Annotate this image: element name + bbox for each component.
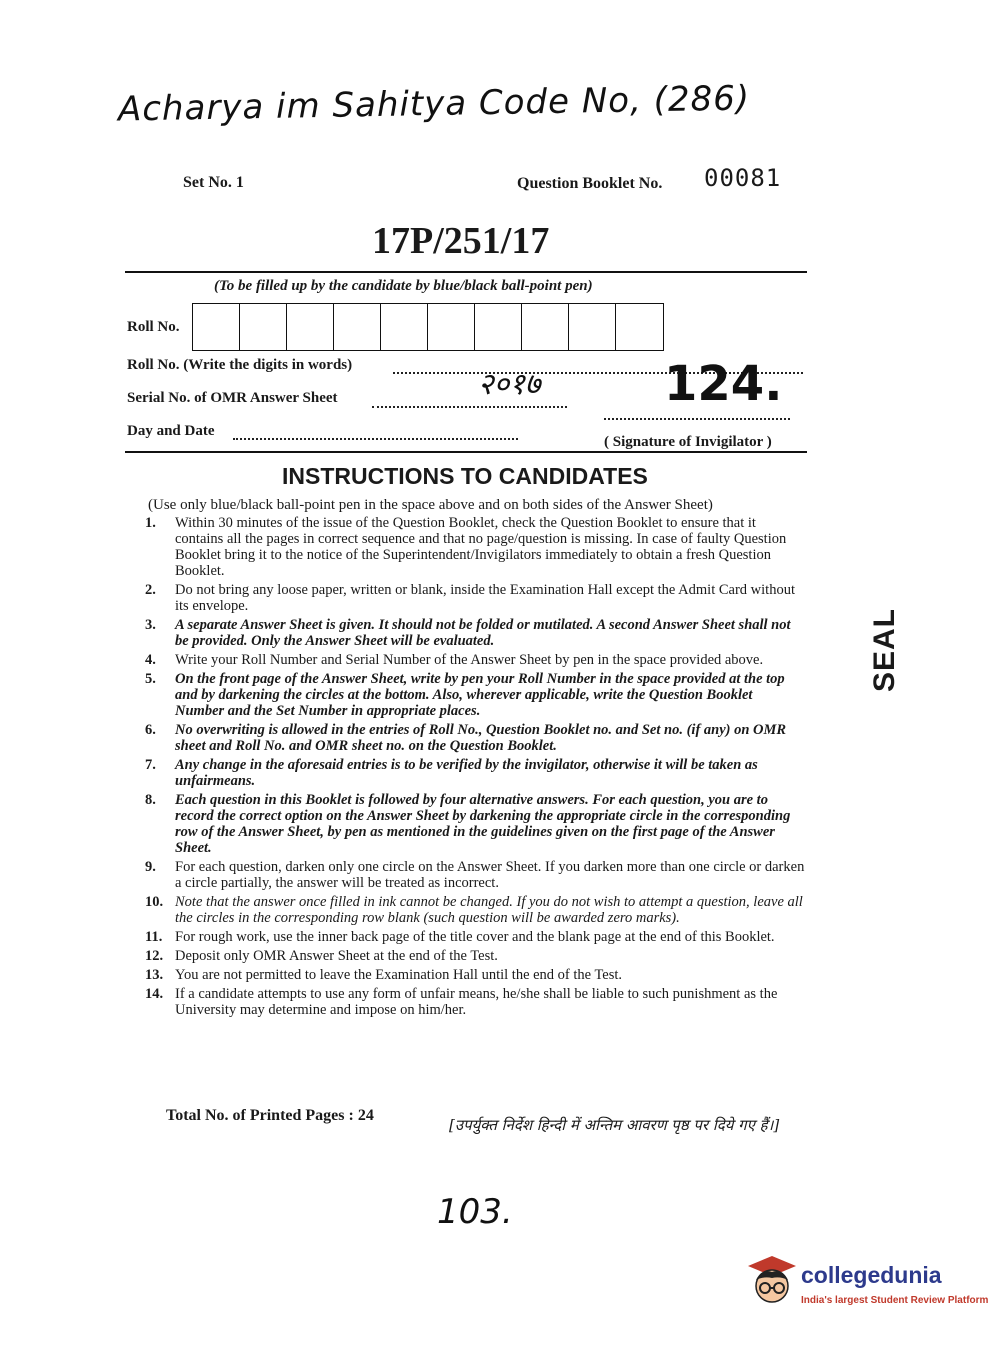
seal-label (870, 600, 900, 700)
instructions-list (145, 515, 805, 1021)
roll-digit-box[interactable] (193, 304, 240, 350)
instruction-item (145, 894, 805, 926)
instruction-item (145, 967, 805, 983)
instruction-item (145, 515, 805, 579)
total-pages: Total No. of Printed Pages : 24 (166, 1107, 374, 1124)
logo-wordmark[interactable]: collegedunia (801, 1262, 942, 1288)
roll-digit-box[interactable] (569, 304, 616, 350)
roll-number-label: Roll No. (127, 319, 180, 335)
instruction-text: Each question in this Booklet is followed by four alternative answers. For each question, you are to record the correct option on the Answer Sheet by darkening the appropriate circle in the corresponding row of the Answer Sheet, by pen as mentioned in the guidelines given on the first page of the Answer Sheet. (175, 792, 791, 856)
seal-text: SEAL (868, 607, 901, 693)
instruction-number: 11. (145, 929, 163, 945)
instruction-item (145, 929, 805, 945)
day-date-line[interactable] (233, 438, 518, 440)
instructions-title: INSTRUCTIONS TO CANDIDATES (282, 463, 648, 489)
instruction-text: Deposit only OMR Answer Sheet at the end of the Test. (175, 948, 498, 964)
form-divider (125, 451, 807, 453)
instruction-number: 4. (145, 652, 156, 668)
roll-digit-box[interactable] (240, 304, 287, 350)
roll-digit-box[interactable] (616, 304, 663, 350)
top-divider (125, 271, 807, 273)
instruction-text: Within 30 minutes of the issue of the Question Booklet, check the Question Booklet to ensure that it contains all the pages in correct sequence and that no page/question is missing. In case of faulty Question Booklet bring it to the notice of the Superintendent/Invigilators immediately to obtain a fresh Question Booklet. (175, 515, 787, 579)
instruction-number: 6. (145, 722, 156, 738)
instruction-number: 12. (145, 948, 164, 964)
roll-digit-box[interactable] (287, 304, 334, 350)
instruction-text: A separate Answer Sheet is given. It should not be folded or mutilated. A second Answer Sheet shall not be provided. Only the Answer Sheet will be evaluated. (175, 617, 791, 649)
instruction-number: 8. (145, 792, 156, 808)
instruction-item (145, 722, 805, 754)
booklet-number-value: 00081 (704, 164, 782, 192)
instruction-text: You are not permitted to leave the Examination Hall until the end of the Test. (175, 967, 623, 983)
instruction-number: 2. (145, 582, 156, 598)
booklet-number-label: Question Booklet No. (517, 175, 663, 192)
roll-digit-box[interactable] (475, 304, 522, 350)
paper-code: 17P/251/17 (372, 220, 550, 262)
instruction-text: Note that the answer once filled in ink cannot be changed. If you do not wish to attempt a question, leave all the circles in the corresponding row blank (such question will be awarded zero marks). (175, 894, 803, 926)
instruction-text: Any change in the aforesaid entries is to be verified by the invigilator, otherwise it will be taken as unfairmeans. (175, 757, 758, 789)
collegedunia-logo-icon (744, 1252, 800, 1308)
roll-words-handwriting: २०१७ (478, 367, 541, 402)
fill-note: (To be filled up by the candidate by blue/black ball-point pen) (214, 278, 593, 294)
instruction-text: For rough work, use the inner back page of the title cover and the blank page at the end of this Booklet. (175, 929, 775, 945)
roll-words-label: Roll No. (Write the digits in words) (127, 357, 353, 373)
roll-digit-box[interactable] (428, 304, 475, 350)
roll-digit-box[interactable] (522, 304, 569, 350)
instruction-item (145, 859, 805, 891)
instruction-number: 13. (145, 967, 164, 983)
instruction-number: 3. (145, 617, 156, 633)
omr-serial-label: Serial No. of OMR Answer Sheet (127, 390, 338, 406)
instruction-number: 14. (145, 986, 164, 1002)
instruction-number: 7. (145, 757, 156, 773)
instruction-text: For each question, darken only one circle on the Answer Sheet. If you darken more than one circle or darken a circle partially, the answer will be treated as incorrect. (175, 859, 805, 891)
instruction-number: 5. (145, 671, 156, 687)
instruction-text: If a candidate attempts to use any form of unfair means, he/she shall be liable to such punishment as the University may determine and impose on him/her. (175, 986, 778, 1018)
instruction-item (145, 986, 805, 1018)
instruction-number: 9. (145, 859, 156, 875)
roll-digit-box[interactable] (381, 304, 428, 350)
instruction-text: Write your Roll Number and Serial Number of the Answer Sheet by pen in the space provided above. (175, 652, 764, 668)
instruction-item (145, 792, 805, 856)
instruction-item (145, 948, 805, 964)
instruction-text: On the front page of the Answer Sheet, write by pen your Roll Number in the space provided at the top and by darkening the circles at the bottom. Also, wherever applicable, write the Question Booklet Number and the Set Number in appropriate places. (175, 671, 785, 719)
handwritten-header: Acharya im Sahitya Code No, (286) (117, 78, 751, 130)
instruction-text: No overwriting is allowed in the entries of Roll No., Question Booklet no. and Set no. (if any) on OMR sheet and Roll No. and OMR sheet no. on the Question Booklet. (175, 722, 787, 754)
signature-label: ( Signature of Invigilator ) (604, 434, 772, 450)
omr-serial-line[interactable] (372, 406, 567, 408)
instruction-item (145, 582, 805, 614)
instruction-number: 10. (145, 894, 164, 910)
instruction-item (145, 757, 805, 789)
page-note-handwriting: 103. (437, 1192, 513, 1232)
logo-tagline: India's largest Student Review Platform (801, 1295, 989, 1306)
instruction-text: Do not bring any loose paper, written or blank, inside the Examination Hall except the Admit Card without its envelope. (175, 582, 795, 614)
instruction-number: 1. (145, 515, 156, 531)
day-date-label: Day and Date (127, 423, 215, 439)
omr-number-handwriting: 124. (664, 356, 783, 412)
signature-line[interactable] (604, 418, 790, 420)
instruction-item (145, 617, 805, 649)
instructions-intro: (Use only blue/black ball-point pen in the space above and on both sides of the Answer Sheet) (148, 497, 713, 513)
hindi-note: [उपर्युक्त निर्देश हिन्दी में अन्तिम आवरण पृष्ठ पर दिये गए हैं।] (449, 1116, 780, 1134)
set-number: Set No. 1 (183, 174, 244, 191)
instruction-item (145, 652, 805, 668)
roll-digit-box[interactable] (334, 304, 381, 350)
instruction-item (145, 671, 805, 719)
roll-number-grid[interactable] (192, 303, 664, 351)
